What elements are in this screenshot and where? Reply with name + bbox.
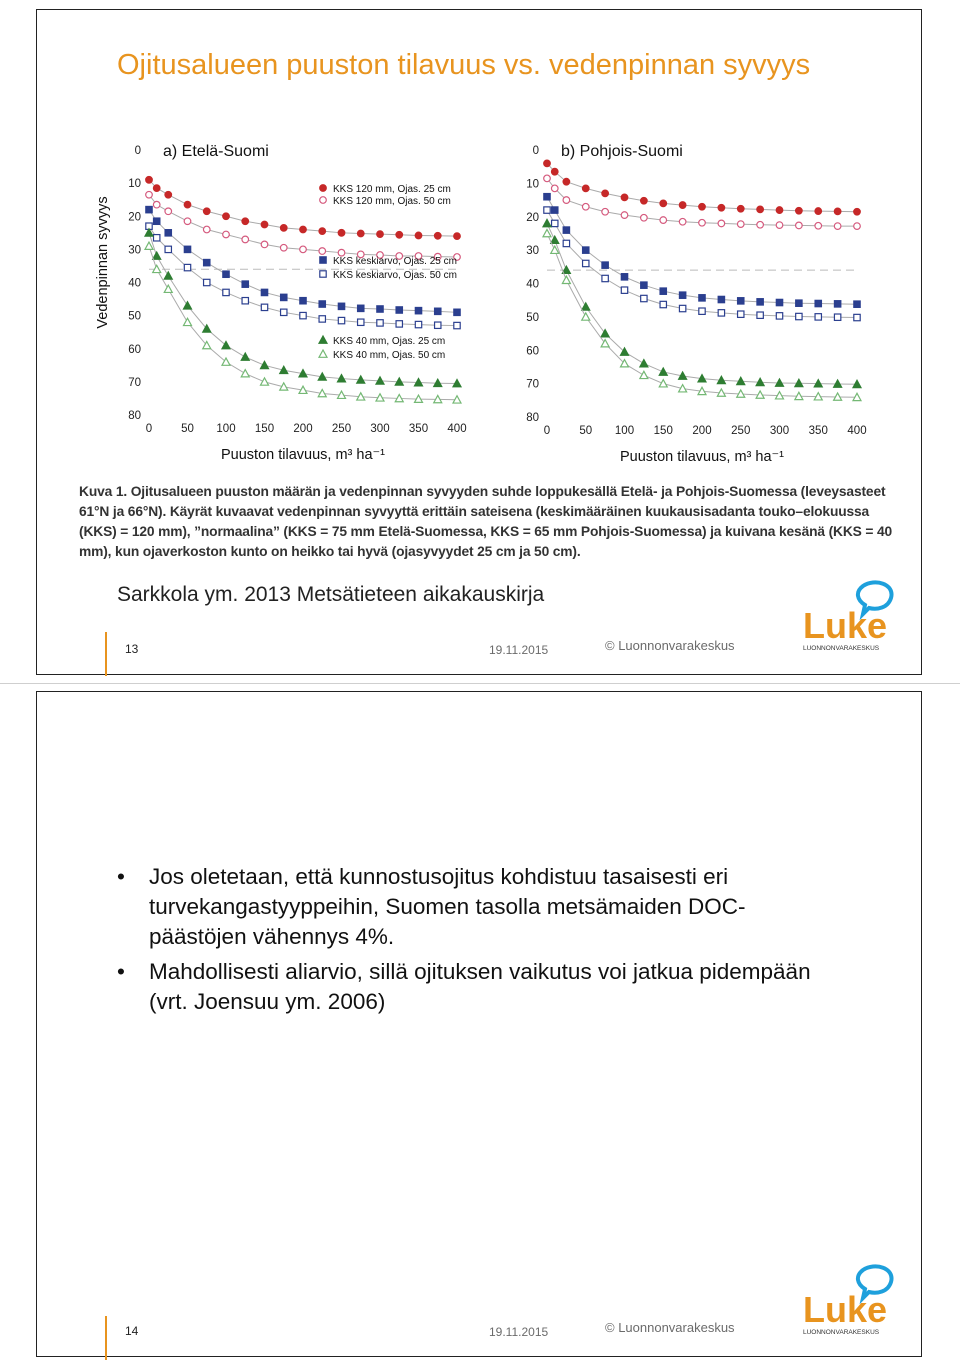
data-point <box>641 295 647 301</box>
y-tick-label: 50 <box>128 310 141 323</box>
data-point <box>602 275 608 281</box>
y-tick-label: 80 <box>128 410 141 422</box>
legend-marker <box>320 185 327 192</box>
x-tick-label: 300 <box>769 425 790 437</box>
legend-label: KKS keskiarvo, Ojas. 25 cm <box>333 256 457 267</box>
data-point <box>776 313 782 319</box>
data-point <box>154 235 160 241</box>
data-point <box>377 306 383 312</box>
x-tick-label: 400 <box>447 423 467 435</box>
legend-label: KKS 40 mm, Ojas. 50 cm <box>333 350 446 361</box>
data-point <box>659 368 667 375</box>
page-number: 14 <box>125 1324 139 1338</box>
data-point <box>660 288 666 294</box>
bullet-marker: • <box>117 959 125 984</box>
data-point <box>184 302 192 309</box>
data-point <box>854 314 860 320</box>
data-point <box>357 230 364 237</box>
data-point <box>261 304 267 310</box>
page-number: 13 <box>125 642 139 656</box>
data-point <box>854 208 861 215</box>
data-point <box>776 207 783 214</box>
data-point <box>435 308 441 314</box>
data-point <box>737 221 744 228</box>
legend-marker <box>320 257 326 263</box>
data-point <box>552 207 558 213</box>
logo-subtext: LUONNONVARAKESKUS <box>803 1329 880 1336</box>
data-point <box>319 228 326 235</box>
x-tick-label: 0 <box>543 425 551 437</box>
data-point <box>184 201 191 208</box>
data-point <box>300 298 306 304</box>
data-point <box>153 252 161 259</box>
data-point <box>204 259 210 265</box>
data-point <box>699 308 705 314</box>
data-point <box>562 276 570 283</box>
data-point <box>165 246 171 252</box>
data-point <box>396 321 402 327</box>
y-tick-label: 20 <box>128 211 141 224</box>
data-point <box>602 208 609 215</box>
data-point <box>699 203 706 210</box>
data-point <box>261 378 269 385</box>
data-point <box>435 322 441 328</box>
data-point <box>582 313 590 320</box>
x-tick-label: 150 <box>254 423 275 435</box>
data-point <box>621 194 628 201</box>
water-table-chart <box>37 10 921 480</box>
data-point <box>300 312 306 318</box>
data-point <box>679 292 685 298</box>
data-point <box>281 309 287 315</box>
x-tick-label: 150 <box>653 425 673 437</box>
data-point <box>796 313 802 319</box>
data-point <box>223 231 230 238</box>
data-point <box>679 305 685 311</box>
data-point <box>718 310 724 316</box>
data-point <box>261 221 268 228</box>
footer-date: 19.11.2015 <box>489 1325 549 1339</box>
legend-marker <box>320 271 326 277</box>
data-point <box>184 218 191 225</box>
x-tick-label: 0 <box>145 423 153 435</box>
data-point <box>164 272 172 279</box>
logo-subtext: LUONNONVARAKESKUS <box>803 645 880 652</box>
logo-text: Luke <box>803 1289 888 1330</box>
data-point <box>165 230 171 236</box>
bullet-item <box>117 957 817 1017</box>
data-point <box>415 321 421 327</box>
data-point <box>280 244 287 251</box>
footer-copyright: © Luonnonvarakeskus <box>605 638 735 653</box>
data-point <box>659 380 667 387</box>
data-point <box>737 205 744 212</box>
x-tick-label: 300 <box>370 423 390 435</box>
y-tick-label: 10 <box>128 178 141 191</box>
data-point <box>641 282 647 288</box>
y-tick-label: 0 <box>532 145 539 157</box>
x-tick-label: 250 <box>331 423 352 435</box>
data-point <box>551 185 558 192</box>
slide-13 <box>36 9 922 675</box>
data-point <box>377 231 384 238</box>
data-point <box>641 214 648 221</box>
data-point <box>261 241 268 248</box>
data-point <box>552 220 558 226</box>
data-point <box>338 303 344 309</box>
series-line <box>547 233 857 397</box>
data-point <box>776 299 782 305</box>
data-point <box>242 236 249 243</box>
data-point <box>660 217 667 224</box>
x-tick-label: 350 <box>408 423 429 435</box>
luke-logo <box>801 580 895 652</box>
y-tick-label: 30 <box>526 245 539 258</box>
data-point <box>757 206 764 213</box>
data-point <box>718 204 725 211</box>
data-point <box>153 201 160 208</box>
data-point <box>582 303 590 310</box>
data-point <box>165 208 172 215</box>
data-point <box>679 218 686 225</box>
data-point <box>621 287 627 293</box>
legend-label: KKS 120 mm, Ojas. 50 cm <box>333 196 451 207</box>
logo-text: Luke <box>803 605 888 646</box>
data-point <box>396 307 402 313</box>
x-tick-label: 250 <box>731 425 751 437</box>
data-point <box>563 197 570 204</box>
data-point <box>164 285 172 292</box>
data-point <box>454 233 461 240</box>
data-point <box>563 227 569 233</box>
data-point <box>757 221 764 228</box>
data-point <box>203 226 210 233</box>
data-point <box>223 271 229 277</box>
data-point <box>281 294 287 300</box>
x-tick-label: 100 <box>216 423 236 435</box>
y-tick-label: 30 <box>128 244 141 257</box>
data-point <box>679 202 686 209</box>
data-point <box>738 298 744 304</box>
data-point <box>223 213 230 220</box>
data-point <box>621 212 628 219</box>
data-point <box>601 340 609 347</box>
data-point <box>582 203 589 210</box>
data-point <box>261 289 267 295</box>
bullet-text: Jos oletetaan, että kunnostusojitus kohdistuu tasaisesti eri turvekangastyyppeihin, Suomen tasolla metsämaiden DOC-päästöjen vähennys 4%. <box>149 864 746 949</box>
data-point <box>223 289 229 295</box>
data-point <box>640 371 648 378</box>
data-point <box>660 200 667 207</box>
data-point <box>602 262 608 268</box>
data-point <box>641 197 648 204</box>
data-point <box>583 247 589 253</box>
data-point <box>338 317 344 323</box>
data-point <box>319 316 325 322</box>
data-point <box>338 230 345 237</box>
data-point <box>660 301 666 307</box>
y-tick-label: 50 <box>526 311 539 324</box>
data-point <box>415 307 421 313</box>
data-point <box>796 222 803 229</box>
panel-title: b) Pohjois-Suomi <box>561 143 683 160</box>
data-point <box>551 168 558 175</box>
data-point <box>815 222 822 229</box>
bullet-item <box>117 862 817 952</box>
data-point <box>815 314 821 320</box>
data-point <box>602 190 609 197</box>
legend-label: KKS keskiarvo, Ojas. 50 cm <box>333 270 457 281</box>
y-tick-label: 0 <box>134 145 141 157</box>
source-citation: Sarkkola ym. 2013 Metsätieteen aikakauskirja <box>117 583 545 606</box>
data-point <box>203 208 210 215</box>
data-point <box>154 218 160 224</box>
data-point <box>358 319 364 325</box>
data-point <box>815 300 821 306</box>
x-axis-label: Puuston tilavuus, m³ ha⁻¹ <box>220 447 386 463</box>
footer-accent-bar <box>105 632 107 676</box>
x-tick-label: 200 <box>293 423 313 435</box>
data-point <box>718 220 725 227</box>
data-point <box>551 236 559 243</box>
y-tick-label: 60 <box>128 343 141 356</box>
data-point <box>796 207 803 214</box>
bullet-list <box>117 862 817 1022</box>
data-point <box>241 370 249 377</box>
legend-marker <box>319 336 327 343</box>
luke-logo <box>801 1264 895 1336</box>
data-point <box>280 225 287 232</box>
y-tick-label: 70 <box>128 376 141 389</box>
data-point <box>544 194 550 200</box>
data-point <box>776 222 783 229</box>
slide-separator <box>0 683 960 684</box>
data-point <box>834 314 840 320</box>
data-point <box>815 208 822 215</box>
data-point <box>319 301 325 307</box>
panel-title: a) Etelä-Suomi <box>163 143 269 160</box>
data-point <box>834 223 841 230</box>
data-point <box>543 219 551 226</box>
data-point <box>241 353 249 360</box>
footer-accent-bar <box>105 1316 107 1360</box>
data-point <box>563 240 569 246</box>
data-point <box>300 246 307 253</box>
y-tick-label: 20 <box>526 211 539 224</box>
data-point <box>583 260 589 266</box>
data-point <box>854 223 861 230</box>
data-point <box>757 299 763 305</box>
data-point <box>358 305 364 311</box>
data-point <box>146 177 153 184</box>
data-point <box>377 320 383 326</box>
x-tick-label: 100 <box>614 425 635 437</box>
data-point <box>396 232 403 239</box>
x-tick-label: 200 <box>692 425 712 437</box>
y-tick-label: 10 <box>526 178 539 191</box>
data-point <box>454 322 460 328</box>
data-point <box>834 208 841 215</box>
footer-date: 19.11.2015 <box>489 643 549 657</box>
y-tick-label: 40 <box>526 278 539 291</box>
y-tick-label: 80 <box>526 412 539 424</box>
data-point <box>757 312 763 318</box>
bullet-text: Mahdollisesti aliarvio, sillä ojituksen vaikutus voi jatkua pidempään (vrt. Joensuu ym. 2006) <box>149 959 811 1014</box>
x-axis-label: Puuston tilavuus, m³ ha⁻¹ <box>619 449 785 465</box>
slide-title: Ojitusalueen puuston tilavuus vs. vedenpinnan syvyys <box>117 49 811 81</box>
data-point <box>718 296 724 302</box>
data-point <box>319 248 326 255</box>
y-tick-label: 70 <box>526 378 539 391</box>
data-point <box>544 160 551 167</box>
data-point <box>454 309 460 315</box>
data-point <box>699 295 705 301</box>
data-point <box>204 279 210 285</box>
legend-marker <box>319 350 327 357</box>
legend-marker <box>320 197 327 204</box>
data-point <box>738 311 744 317</box>
data-point <box>544 207 550 213</box>
data-point <box>544 175 551 182</box>
data-point <box>242 298 248 304</box>
data-point <box>415 232 422 239</box>
x-tick-label: 50 <box>579 425 593 437</box>
data-point <box>300 226 307 233</box>
y-tick-label: 60 <box>526 345 539 358</box>
data-point <box>242 281 248 287</box>
data-point <box>796 300 802 306</box>
data-point <box>146 206 152 212</box>
data-point <box>640 360 648 367</box>
data-point <box>854 301 860 307</box>
data-point <box>338 249 345 256</box>
data-point <box>434 232 441 239</box>
data-point <box>165 191 172 198</box>
y-tick-label: 40 <box>128 277 141 290</box>
data-point <box>834 301 840 307</box>
data-point <box>261 361 269 368</box>
x-tick-label: 350 <box>808 425 828 437</box>
legend-label: KKS 120 mm, Ojas. 25 cm <box>333 184 451 195</box>
data-point <box>699 219 706 226</box>
data-point <box>184 264 190 270</box>
data-point <box>145 242 153 249</box>
data-point <box>184 246 190 252</box>
x-tick-label: 50 <box>181 423 194 435</box>
y-axis-label: Vedenpinnan syvyys <box>95 196 111 329</box>
figure-caption: Kuva 1. Ojitusalueen puuston määrän ja vedenpinnan syvyyden suhde loppukesällä Etelä- ja Pohjois-Suomessa (leveysasteet 61°N ja 66°N). Käyrät kuvaavat vedenpinnan syvyyttä erittäin sateisena (keskimääräinen kuukausisadanta touko–elokuussa (KKS) = 120 mm), ”normaalina” (KKS = 75 mm Etelä-Suomessa, KKS = 65 mm Pohjois-Suomessa) ja kuivana kesänä (KKS = 40 mm), kun ojaverkoston kunto on heikko tai hyvä (ojasyvyydet 25 cm ja 50 cm). <box>79 484 893 559</box>
data-point <box>184 318 192 325</box>
data-point <box>153 185 160 192</box>
data-point <box>601 330 609 337</box>
series-line <box>547 197 857 304</box>
slide-14 <box>36 691 922 1357</box>
data-point <box>582 185 589 192</box>
data-point <box>563 178 570 185</box>
footer-copyright: © Luonnonvarakeskus <box>605 1320 735 1335</box>
x-tick-label: 400 <box>847 425 867 437</box>
legend-label: KKS 40 mm, Ojas. 25 cm <box>333 336 446 347</box>
data-point <box>242 218 249 225</box>
data-point <box>621 274 627 280</box>
data-point <box>146 191 153 198</box>
bullet-marker: • <box>117 864 125 889</box>
